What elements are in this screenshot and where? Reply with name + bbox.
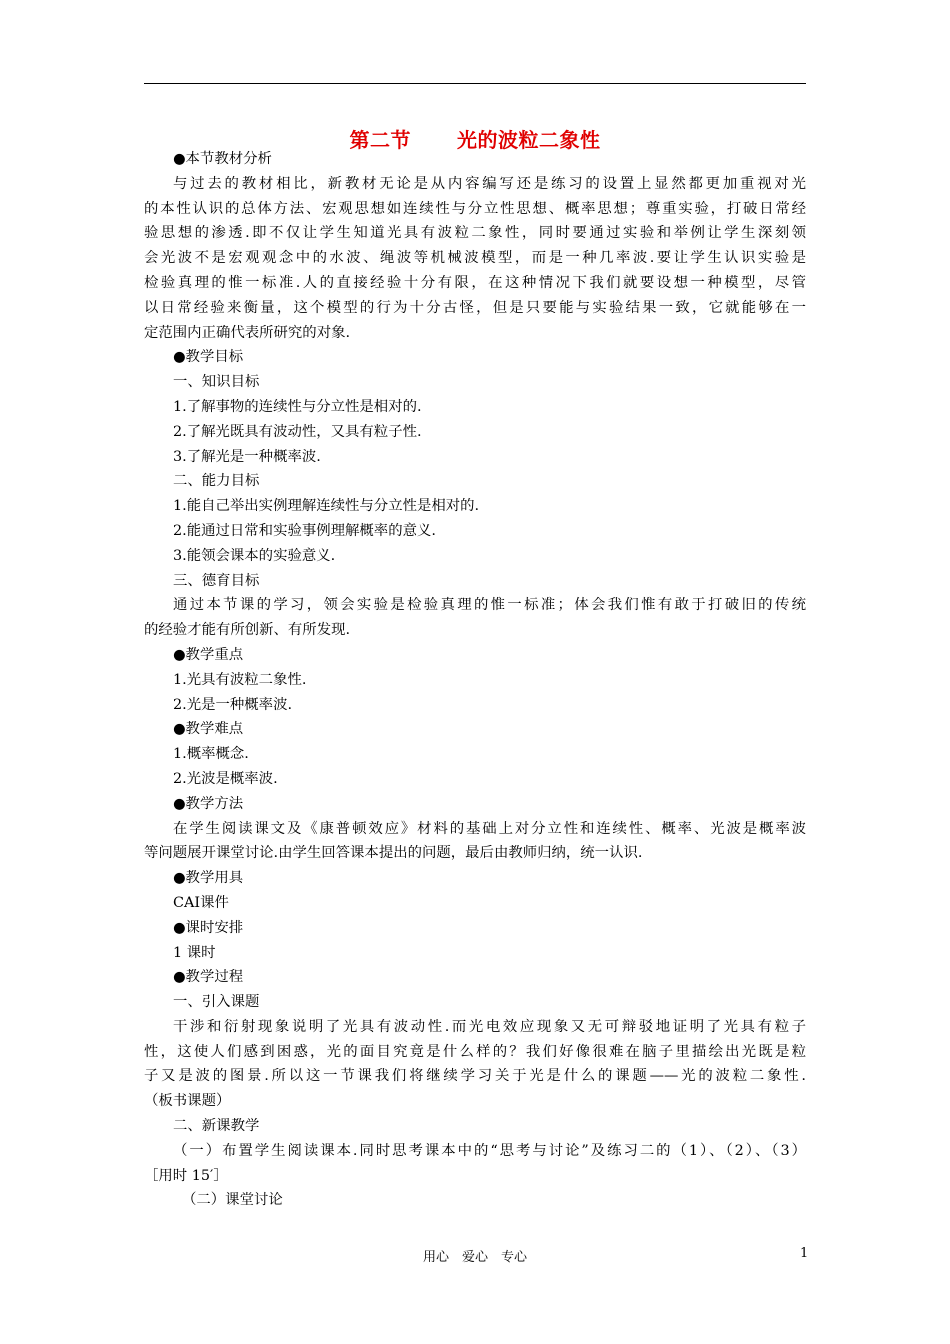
text-line: 1 课时	[173, 944, 216, 961]
text-line: 2.光波是概率波.	[173, 770, 278, 787]
text-line: ●教学重点	[173, 646, 244, 663]
text-line: 1.能自己举出实例理解连续性与分立性是相对的.	[173, 498, 480, 515]
text-line: （板书课题）	[144, 1093, 231, 1110]
text-line: 一、引入课题	[173, 994, 260, 1011]
header-rule	[144, 83, 806, 84]
text-line: 等问题展开课堂讨论.由学生回答课本提出的问题，最后由教师归纳，统一认识.	[144, 845, 643, 862]
text-line: 在学生阅读课文及《康普顿效应》材料的基础上对分立性和连续性、概率、光波是概率波	[173, 820, 806, 837]
document-body	[144, 147, 806, 1213]
text-line: 子又是波的图景.所以这一节课我们将继续学习关于光是什么的课题——光的波粒二象性.	[144, 1068, 806, 1085]
text-line: 的本性认识的总体方法、宏观思想如连续性与分立性思想、概率思想；尊重实验，打破日常经	[144, 200, 806, 217]
text-line: 的经验才能有所创新、有所发现.	[144, 622, 351, 639]
text-line: 1.了解事物的连续性与分立性是相对的.	[173, 398, 422, 415]
text-line: 三、德育目标	[173, 572, 260, 589]
section-name: 光的波粒二象性	[457, 128, 601, 152]
page-number: 1	[800, 1246, 809, 1261]
text-line: 2.能通过日常和实验事例理解概率的意义.	[173, 522, 436, 539]
text-line: ●课时安排	[173, 919, 244, 936]
text-line: 检验真理的惟一标准.人的直接经验十分有限，在这种情况下我们就要设想一种模型，尽管	[144, 274, 806, 291]
text-line: （一）布置学生阅读课本.同时思考课本中的“思考与讨论”及练习二的（1）、（2）、（3）	[173, 1142, 806, 1159]
text-line: ［用时 15′］	[144, 1167, 228, 1184]
text-line: 1.光具有波粒二象性.	[173, 671, 307, 688]
section-number: 第二节	[349, 128, 411, 152]
text-line: 二、能力目标	[173, 473, 260, 490]
text-line: 2.光是一种概率波.	[173, 696, 293, 713]
text-line: 3.能领会课本的实验意义.	[173, 547, 336, 564]
text-line: 干涉和衍射现象说明了光具有波动性.而光电效应现象又无可辩驳地证明了光具有粒子	[173, 1018, 806, 1035]
text-line: 性，这使人们感到困惑，光的面目究竟是什么样的？我们好像很难在脑子里描绘出光既是粒	[144, 1043, 806, 1060]
text-line: ●教学方法	[173, 795, 244, 812]
text-line: 二、新课教学	[173, 1118, 260, 1135]
text-line: ●本节教材分析	[173, 151, 272, 167]
text-line: 1.概率概念.	[173, 746, 249, 763]
text-line: （二）课堂讨论	[182, 1192, 283, 1209]
text-line: 2.了解光既具有波动性，又具有粒子性.	[173, 423, 422, 440]
text-line: 定范围内正确代表所研究的对象.	[144, 324, 351, 341]
text-line: CAI课件	[173, 894, 229, 911]
text-line: 与过去的教材相比，新教材无论是从内容编写还是练习的设置上显然都更加重视对光	[173, 175, 806, 192]
text-line: 一、知识目标	[173, 374, 260, 391]
text-line: 以日常经验来衡量，这个模型的行为十分古怪，但是只要能与实验结果一致，它就能够在一	[144, 299, 806, 316]
text-line: 验思想的渗透.即不仅让学生知道光具有波粒二象性，同时要通过实验和举例让学生深刻领	[144, 225, 806, 242]
footer-motto: 用心 爱心 专心	[422, 1250, 527, 1265]
text-line: 会光波不是宏观观念中的水波、绳波等机械波模型，而是一种几率波.要让学生认识实验是	[144, 250, 806, 267]
text-line: ●教学过程	[173, 969, 244, 986]
text-line: ●教学用具	[173, 870, 244, 887]
text-line: 通过本节课的学习，领会实验是检验真理的惟一标准；体会我们惟有敢于打破旧的传统	[173, 597, 806, 614]
text-line: ●教学难点	[173, 721, 244, 738]
text-line: ●教学目标	[173, 349, 244, 366]
text-line: 3.了解光是一种概率波.	[173, 448, 321, 465]
